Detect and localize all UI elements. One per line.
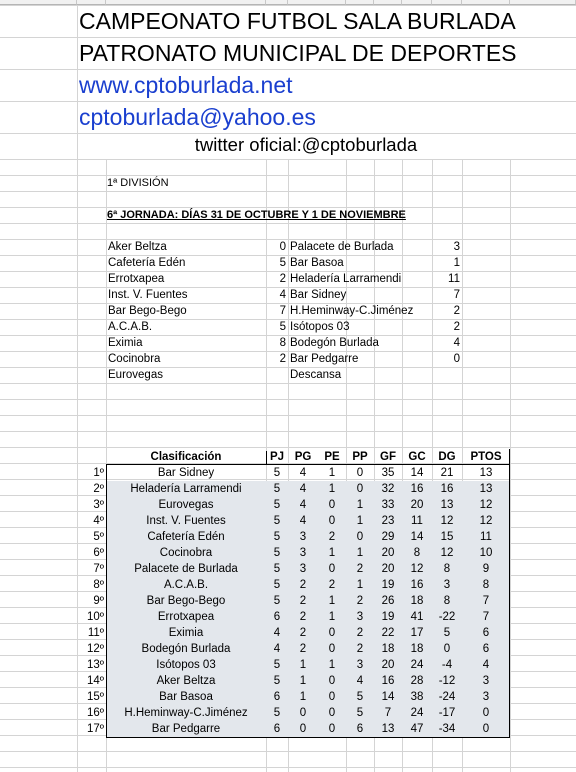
- standings-gf: 13: [381, 723, 395, 735]
- match-home-score: 2: [279, 353, 286, 365]
- standings-gc: 24: [410, 707, 424, 719]
- standings-gc: 12: [410, 563, 424, 575]
- standings-gc: 47: [410, 723, 424, 735]
- standings-gf: 16: [381, 675, 395, 687]
- standings-ptos: 0: [482, 723, 490, 735]
- table-border: [509, 449, 510, 738]
- standings-pj: 6: [273, 691, 281, 703]
- standings-gc: 16: [410, 579, 424, 591]
- standings-team: Isótopos 03: [156, 659, 216, 671]
- standings-team: Heladería Larramendi: [130, 483, 242, 495]
- standings-team: A.C.A.B.: [163, 579, 209, 591]
- website-link[interactable]: www.cptoburlada.net: [79, 72, 293, 98]
- standings-pe: 1: [328, 547, 336, 559]
- title-line-1: CAMPEONATO FUTBOL SALA BURLADA: [79, 8, 516, 34]
- standings-pg: 2: [299, 579, 307, 591]
- standings-ptos: 0: [482, 707, 490, 719]
- standings-team: Cocinobra: [159, 547, 213, 559]
- standings-gf: 14: [381, 691, 395, 703]
- match-home-team: Bar Bego-Bego: [108, 305, 187, 317]
- standings-dg: 5: [443, 627, 451, 639]
- standings-position: 12º: [87, 643, 104, 655]
- standings-pp: 0: [356, 483, 364, 495]
- table-border: [106, 464, 107, 738]
- standings-dg: -22: [438, 611, 456, 623]
- standings-team: Bar Pedgarre: [151, 723, 221, 735]
- standings-pe: 1: [328, 659, 336, 671]
- standings-gf: 20: [381, 563, 395, 575]
- standings-gf: 22: [381, 627, 395, 639]
- standings-dg: 12: [440, 547, 454, 559]
- match-away-score: 2: [453, 305, 460, 317]
- match-home-team: Eximia: [108, 337, 143, 349]
- standings-pj: 5: [273, 531, 281, 543]
- standings-gc: 8: [413, 547, 421, 559]
- standings-header-gf: GF: [380, 451, 396, 463]
- standings-ptos: 8: [482, 579, 490, 591]
- standings-header-gc: GC: [408, 451, 426, 463]
- standings-gf: 7: [384, 707, 392, 719]
- column-header-b[interactable]: [0, 0, 77, 5]
- match-home-score: 5: [279, 257, 286, 269]
- standings-pp: 5: [356, 707, 364, 719]
- standings-ptos: 3: [482, 691, 490, 703]
- standings-team: Bar Basoa: [159, 691, 213, 703]
- standings-gc: 18: [410, 643, 424, 655]
- match-home-team: Eurovegas: [108, 369, 163, 381]
- standings-dg: 8: [443, 595, 451, 607]
- standings-position: 6º: [93, 547, 104, 559]
- standings-dg: 8: [443, 563, 451, 575]
- standings-team: Aker Beltza: [156, 675, 216, 687]
- standings-pe: 1: [328, 595, 336, 607]
- standings-pj: 5: [273, 579, 281, 591]
- match-home-team: A.C.A.B.: [108, 321, 153, 333]
- standings-pj: 4: [273, 627, 281, 639]
- match-home-score: 8: [279, 337, 286, 349]
- standings-pp: 2: [356, 563, 364, 575]
- standings-pj: 5: [273, 595, 281, 607]
- standings-team: Bar Bego-Bego: [146, 595, 226, 607]
- standings-ptos: 12: [479, 515, 493, 527]
- match-away-score: 2: [453, 321, 460, 333]
- standings-ptos: 13: [479, 467, 493, 479]
- standings-pp: 1: [356, 547, 364, 559]
- standings-dg: -17: [438, 707, 456, 719]
- standings-dg: 13: [440, 499, 454, 511]
- standings-position: 1º: [93, 467, 104, 479]
- standings-pe: 0: [328, 691, 336, 703]
- standings-gf: 18: [381, 643, 395, 655]
- standings-dg: 12: [440, 515, 454, 527]
- match-home-score: [266, 367, 288, 383]
- standings-pe: 0: [328, 499, 336, 511]
- standings-gc: 14: [410, 531, 424, 543]
- standings-gc: 17: [410, 627, 424, 639]
- standings-team: Cafetería Edén: [147, 531, 225, 543]
- standings-team: Palacete de Burlada: [134, 563, 238, 575]
- jornada-title: 6ª JORNADA: DÍAS 31 DE OCTUBRE Y 1 DE NOVIEMBRE: [107, 209, 406, 221]
- standings-dg: -4: [441, 659, 453, 671]
- standings-pe: 2: [328, 531, 336, 543]
- standings-gf: 19: [381, 611, 395, 623]
- standings-position: 5º: [93, 531, 104, 543]
- standings-position: 15º: [87, 691, 104, 703]
- match-away-team: Palacete de Burlada: [290, 241, 394, 253]
- standings-pj: 5: [273, 707, 281, 719]
- match-away-score: 11: [448, 273, 460, 285]
- table-border: [266, 451, 267, 465]
- standings-pg: 4: [299, 499, 307, 511]
- standings-pg: 2: [299, 627, 307, 639]
- standings-pe: 0: [328, 723, 336, 735]
- standings-position: 7º: [93, 563, 104, 575]
- standings-pe: 0: [328, 515, 336, 527]
- standings-team: Inst. V. Fuentes: [146, 515, 226, 527]
- standings-dg: -12: [438, 675, 456, 687]
- standings-pp: 3: [356, 611, 364, 623]
- standings-ptos: 7: [482, 595, 490, 607]
- standings-pj: 5: [273, 467, 281, 479]
- standings-pj: 5: [273, 675, 281, 687]
- standings-position: 16º: [87, 707, 104, 719]
- standings-gc: 14: [410, 467, 424, 479]
- standings-pe: 0: [328, 675, 336, 687]
- standings-dg: 3: [443, 579, 451, 591]
- standings-pe: 2: [328, 579, 336, 591]
- match-home-team: Inst. V. Fuentes: [108, 289, 188, 301]
- standings-pe: 0: [328, 627, 336, 639]
- match-home-score: 0: [279, 241, 286, 253]
- table-border: [106, 737, 510, 738]
- standings-gc: 11: [411, 515, 423, 527]
- standings-pj: 5: [273, 659, 281, 671]
- match-home-team: Cafetería Edén: [108, 257, 186, 269]
- standings-team: Errotxapea: [157, 611, 215, 623]
- match-home-team: Errotxapea: [108, 273, 165, 285]
- standings-pg: 2: [299, 643, 307, 655]
- standings-position: 17º: [87, 723, 104, 735]
- match-away-team: Bar Pedgarre: [290, 353, 359, 365]
- standings-pg: 1: [299, 691, 307, 703]
- standings-ptos: 10: [479, 547, 493, 559]
- standings-header-ptos: PTOS: [470, 451, 502, 463]
- standings-position: 9º: [93, 595, 104, 607]
- match-away-score: 1: [453, 257, 460, 269]
- standings-pj: 5: [273, 515, 281, 527]
- standings-gf: 19: [381, 579, 395, 591]
- standings-gc: 16: [410, 483, 424, 495]
- standings-ptos: 6: [482, 643, 490, 655]
- match-home-team: Aker Beltza: [108, 241, 167, 253]
- standings-dg: 16: [440, 483, 454, 495]
- standings-pj: 6: [273, 611, 281, 623]
- email-link[interactable]: cptoburlada@yahoo.es: [79, 104, 316, 130]
- standings-header-clasificacin: Clasificación: [150, 451, 222, 463]
- standings-pp: 1: [356, 579, 364, 591]
- standings-team: Bodegón Burlada: [141, 643, 231, 655]
- match-away-team: Bodegón Burlada: [290, 337, 379, 349]
- standings-ptos: 3: [482, 675, 490, 687]
- standings-pj: 5: [273, 563, 281, 575]
- standings-pp: 0: [356, 531, 364, 543]
- standings-team: Bar Sidney: [157, 467, 215, 479]
- standings-ptos: 6: [482, 627, 490, 639]
- standings-pp: 3: [356, 659, 364, 671]
- match-away-score: 4: [453, 337, 460, 349]
- standings-pe: 0: [328, 707, 336, 719]
- standings-pe: 1: [328, 611, 336, 623]
- match-away-score: 0: [453, 353, 460, 365]
- standings-header-pp: PP: [352, 451, 368, 463]
- standings-position: 8º: [93, 579, 104, 591]
- standings-pg: 3: [299, 531, 307, 543]
- standings-dg: 0: [443, 643, 451, 655]
- standings-header-pe: PE: [324, 451, 340, 463]
- match-away-team: Heladería Larramendi: [290, 273, 402, 285]
- match-home-score: 4: [279, 289, 286, 301]
- standings-pe: 1: [328, 467, 336, 479]
- match-home-score: 7: [279, 305, 286, 317]
- standings-gf: 29: [381, 531, 395, 543]
- match-away-score: 3: [453, 241, 460, 253]
- title-line-2: PATRONATO MUNICIPAL DE DEPORTES: [79, 40, 517, 66]
- standings-pg: 1: [299, 659, 307, 671]
- standings-pg: 1: [299, 675, 307, 687]
- standings-pe: 0: [328, 643, 336, 655]
- standings-position: 14º: [87, 675, 104, 687]
- standings-header-pg: PG: [294, 451, 312, 463]
- standings-gc: 41: [410, 611, 424, 623]
- standings-pg: 3: [299, 547, 307, 559]
- standings-gc: 20: [410, 499, 424, 511]
- standings-position: 3º: [93, 499, 104, 511]
- standings-pg: 4: [299, 483, 307, 495]
- match-away-team: Descansa: [290, 369, 342, 381]
- standings-pg: 4: [299, 467, 307, 479]
- standings-pg: 2: [299, 595, 307, 607]
- standings-ptos: 7: [482, 611, 490, 623]
- standings-pp: 1: [356, 515, 364, 527]
- standings-pe: 0: [328, 563, 336, 575]
- standings-position: 11º: [87, 627, 104, 639]
- match-away-score: 7: [453, 289, 460, 301]
- standings-position: 2º: [93, 483, 104, 495]
- standings-team: H.Heminway-C.Jiménez: [124, 707, 248, 719]
- standings-gf: 20: [381, 547, 395, 559]
- standings-ptos: 9: [482, 563, 490, 575]
- match-away-team: Isótopos 03: [290, 321, 350, 333]
- match-home-score: 2: [279, 273, 286, 285]
- standings-position: 4º: [93, 515, 104, 527]
- match-away-score: [432, 367, 462, 383]
- match-away-team: Bar Sidney: [290, 289, 347, 301]
- standings-pp: 5: [356, 691, 364, 703]
- division-label: 1ª DIVISIÓN: [107, 177, 169, 189]
- standings-pp: 6: [356, 723, 364, 735]
- match-home-team: Cocinobra: [108, 353, 161, 365]
- standings-dg: 21: [440, 467, 454, 479]
- standings-header-pj: PJ: [269, 451, 285, 463]
- standings-gc: 28: [410, 675, 424, 687]
- standings-gf: 35: [381, 467, 395, 479]
- standings-dg: -24: [438, 691, 456, 703]
- standings-pg: 3: [299, 563, 307, 575]
- standings-gc: 24: [410, 659, 424, 671]
- standings-pg: 4: [299, 515, 307, 527]
- standings-ptos: 12: [479, 499, 493, 511]
- standings-gf: 33: [381, 499, 395, 511]
- standings-gf: 26: [381, 595, 395, 607]
- standings-pp: 2: [356, 595, 364, 607]
- standings-pj: 5: [273, 547, 281, 559]
- standings-gf: 20: [381, 659, 395, 671]
- standings-pj: 5: [273, 483, 281, 495]
- standings-pe: 1: [328, 483, 336, 495]
- standings-dg: 15: [440, 531, 454, 543]
- standings-pg: 0: [299, 723, 307, 735]
- standings-pp: 1: [356, 499, 364, 511]
- standings-gc: 18: [410, 595, 424, 607]
- standings-ptos: 11: [480, 531, 492, 543]
- standings-pj: 4: [273, 643, 281, 655]
- match-away-team: H.Heminway-C.Jiménez: [290, 305, 414, 317]
- standings-pj: 6: [273, 723, 281, 735]
- standings-gf: 32: [381, 483, 395, 495]
- standings-pj: 5: [273, 499, 281, 511]
- standings-position: 13º: [87, 659, 104, 671]
- standings-team: Eximia: [168, 627, 204, 639]
- standings-gc: 38: [410, 691, 424, 703]
- standings-dg: -34: [438, 723, 456, 735]
- standings-pg: 2: [299, 611, 307, 623]
- standings-pp: 0: [356, 467, 364, 479]
- standings-ptos: 13: [479, 483, 493, 495]
- standings-gf: 23: [381, 515, 395, 527]
- standings-ptos: 4: [482, 659, 490, 671]
- standings-position: 10º: [87, 611, 104, 623]
- standings-header-dg: DG: [438, 451, 456, 463]
- match-home-score: 5: [279, 321, 286, 333]
- twitter-handle: twitter oficial:@cptoburlada: [194, 134, 418, 155]
- standings-team: Eurovegas: [158, 499, 214, 511]
- table-border: [106, 464, 510, 465]
- standings-pp: 4: [356, 675, 364, 687]
- standings-pg: 0: [299, 707, 307, 719]
- match-away-team: Bar Basoa: [290, 257, 344, 269]
- standings-pp: 2: [356, 643, 364, 655]
- standings-pp: 2: [356, 627, 364, 639]
